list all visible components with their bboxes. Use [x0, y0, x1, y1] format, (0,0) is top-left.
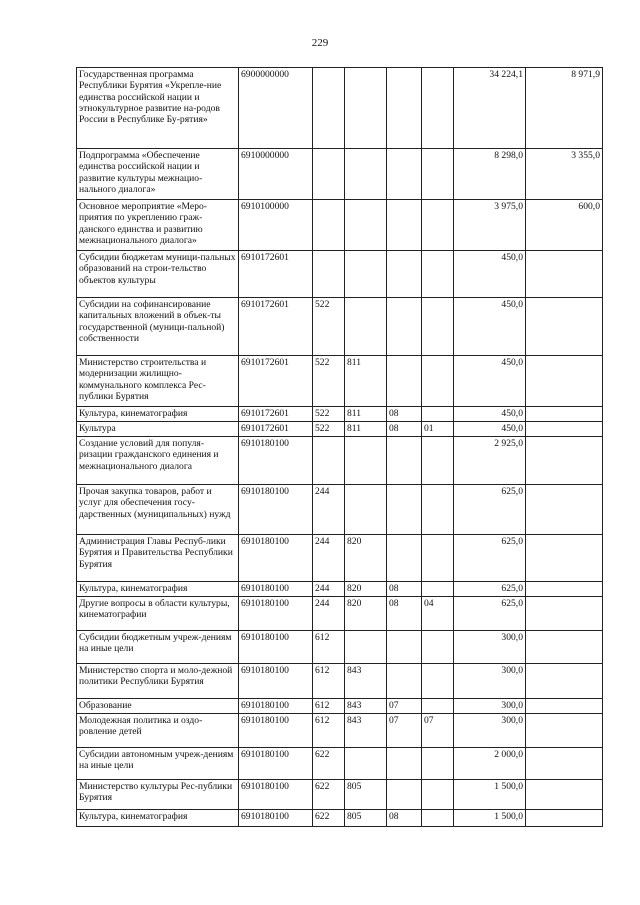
subsection-code: [422, 485, 454, 535]
target-code: 6910180100: [239, 699, 313, 714]
table-row: [77, 298, 603, 356]
target-code: 6910180100: [239, 748, 313, 780]
amount-first: 300,0: [454, 664, 526, 699]
table-row: [77, 631, 603, 664]
row-name: Министерство строительства и модернизации жилищно-коммунального комплекса Рес-публики Бурятия: [77, 356, 239, 407]
table-row: [77, 714, 603, 748]
ministry-code: 811: [345, 422, 387, 437]
amount-first: 450,0: [454, 251, 526, 298]
amount-second: [526, 485, 603, 535]
ministry-code: 811: [345, 356, 387, 407]
amount-first: 625,0: [454, 597, 526, 631]
target-code: 6910172601: [239, 407, 313, 422]
ministry-code: [345, 437, 387, 485]
amount-second: [526, 356, 603, 407]
ministry-code: [345, 631, 387, 664]
expense-type-code: 522: [313, 298, 345, 356]
amount-second: [526, 810, 603, 827]
table-row: [77, 597, 603, 631]
amount-first: 1 500,0: [454, 780, 526, 810]
expense-type-code: [313, 200, 345, 251]
expense-type-code: 244: [313, 597, 345, 631]
target-code: 6910180100: [239, 535, 313, 582]
row-name: Субсидии на софинансирование капитальных вложений в объек-ты государственной (муници-пальной) собственности: [77, 298, 239, 356]
amount-first: 625,0: [454, 535, 526, 582]
expense-type-code: 612: [313, 664, 345, 699]
table-row: [77, 356, 603, 407]
ministry-code: [345, 485, 387, 535]
expense-type-code: [313, 149, 345, 200]
subsection-code: [422, 298, 454, 356]
subsection-code: [422, 631, 454, 664]
expense-type-code: 522: [313, 407, 345, 422]
expense-type-code: 612: [313, 631, 345, 664]
amount-second: [526, 407, 603, 422]
ministry-code: 820: [345, 597, 387, 631]
page-number: 229: [311, 37, 329, 49]
row-name: Создание условий для популя-ризации гражданского единения и межнационального диалога: [77, 437, 239, 485]
section-code: [387, 664, 422, 699]
subsection-code: [422, 200, 454, 251]
subsection-code: [422, 437, 454, 485]
amount-second: [526, 780, 603, 810]
section-code: [387, 251, 422, 298]
amount-first: 625,0: [454, 485, 526, 535]
expense-type-code: [313, 437, 345, 485]
amount-second: 600,0: [526, 200, 603, 251]
section-code: [387, 68, 422, 149]
row-name: Субсидии бюджетным учреж-дениям на иные цели: [77, 631, 239, 664]
expense-type-code: 522: [313, 422, 345, 437]
table-row: [77, 582, 603, 597]
row-name: Культура, кинематография: [77, 810, 239, 827]
amount-second: [526, 631, 603, 664]
target-code: 6900000000: [239, 68, 313, 149]
target-code: 6910180100: [239, 582, 313, 597]
section-code: [387, 356, 422, 407]
amount-first: 300,0: [454, 699, 526, 714]
section-code: 08: [387, 407, 422, 422]
subsection-code: 07: [422, 714, 454, 748]
target-code: 6910180100: [239, 437, 313, 485]
amount-first: 300,0: [454, 714, 526, 748]
row-name: Субсидии бюджетам муници-пальных образований на строи-тельство объектов культуры: [77, 251, 239, 298]
section-code: [387, 149, 422, 200]
target-code: 6910180100: [239, 810, 313, 827]
subsection-code: 01: [422, 422, 454, 437]
subsection-code: [422, 699, 454, 714]
table-row: [77, 200, 603, 251]
ministry-code: 820: [345, 582, 387, 597]
row-name: Культура, кинематография: [77, 582, 239, 597]
table-row: [77, 68, 603, 149]
section-code: [387, 631, 422, 664]
row-name: Министерство спорта и моло-дежной политики Республики Бурятия: [77, 664, 239, 699]
ministry-code: [345, 149, 387, 200]
section-code: [387, 748, 422, 780]
expense-type-code: 612: [313, 714, 345, 748]
target-code: 6910180100: [239, 485, 313, 535]
amount-second: [526, 664, 603, 699]
expense-type-code: 244: [313, 582, 345, 597]
target-code: 6910100000: [239, 200, 313, 251]
amount-first: 34 224,1: [454, 68, 526, 149]
subsection-code: [422, 748, 454, 780]
expense-type-code: 522: [313, 356, 345, 407]
subsection-code: 04: [422, 597, 454, 631]
row-name: Основное мероприятие «Меро-приятия по укреплению граж-данского единства и развитию межнационального диалога»: [77, 200, 239, 251]
subsection-code: [422, 68, 454, 149]
row-name: Молодежная политика и оздо-ровление детей: [77, 714, 239, 748]
ministry-code: [345, 251, 387, 298]
subsection-code: [422, 251, 454, 298]
section-code: [387, 298, 422, 356]
amount-second: [526, 582, 603, 597]
table-row: [77, 535, 603, 582]
amount-first: 2 925,0: [454, 437, 526, 485]
amount-first: 3 975,0: [454, 200, 526, 251]
amount-second: [526, 597, 603, 631]
target-code: 6910172601: [239, 422, 313, 437]
row-name: Образование: [77, 699, 239, 714]
section-code: 07: [387, 699, 422, 714]
ministry-code: [345, 298, 387, 356]
target-code: 6910180100: [239, 597, 313, 631]
amount-first: 450,0: [454, 298, 526, 356]
amount-second: [526, 535, 603, 582]
ministry-code: 805: [345, 780, 387, 810]
subsection-code: [422, 780, 454, 810]
amount-first: 300,0: [454, 631, 526, 664]
target-code: 6910180100: [239, 631, 313, 664]
table-row: [77, 149, 603, 200]
amount-second: 8 971,9: [526, 68, 603, 149]
subsection-code: [422, 582, 454, 597]
table-row: [77, 664, 603, 699]
table-row: [77, 437, 603, 485]
row-name: Прочая закупка товаров, работ и услуг для обеспечения госу-дарственных (муниципальных) нужд: [77, 485, 239, 535]
table-row: [77, 407, 603, 422]
ministry-code: 820: [345, 535, 387, 582]
ministry-code: [345, 200, 387, 251]
expense-type-code: 622: [313, 810, 345, 827]
section-code: [387, 535, 422, 582]
expense-type-code: 244: [313, 485, 345, 535]
expense-type-code: 622: [313, 748, 345, 780]
amount-second: [526, 422, 603, 437]
amount-first: 2 000,0: [454, 748, 526, 780]
ministry-code: [345, 68, 387, 149]
ministry-code: 843: [345, 699, 387, 714]
section-code: [387, 437, 422, 485]
subsection-code: [422, 664, 454, 699]
section-code: 08: [387, 597, 422, 631]
section-code: 07: [387, 714, 422, 748]
ministry-code: [345, 748, 387, 780]
table-row: [77, 748, 603, 780]
target-code: 6910000000: [239, 149, 313, 200]
row-name: Министерство культуры Рес-публики Бурятия: [77, 780, 239, 810]
section-code: [387, 485, 422, 535]
ministry-code: 843: [345, 714, 387, 748]
row-name: Другие вопросы в области культуры, кинематографии: [77, 597, 239, 631]
target-code: 6910172601: [239, 251, 313, 298]
expense-type-code: 622: [313, 780, 345, 810]
amount-second: [526, 437, 603, 485]
ministry-code: 805: [345, 810, 387, 827]
expense-type-code: 244: [313, 535, 345, 582]
amount-second: [526, 748, 603, 780]
section-code: [387, 780, 422, 810]
row-name: Субсидии автономным учреж-дениям на иные цели: [77, 748, 239, 780]
table-row: [77, 699, 603, 714]
section-code: 08: [387, 422, 422, 437]
section-code: [387, 200, 422, 251]
table-row: [77, 780, 603, 810]
amount-second: [526, 714, 603, 748]
expense-type-code: 612: [313, 699, 345, 714]
expense-type-code: [313, 68, 345, 149]
subsection-code: [422, 535, 454, 582]
target-code: 6910172601: [239, 298, 313, 356]
target-code: 6910180100: [239, 664, 313, 699]
ministry-code: 843: [345, 664, 387, 699]
amount-first: 1 500,0: [454, 810, 526, 827]
section-code: 08: [387, 582, 422, 597]
row-name: Администрация Главы Респуб-лики Бурятия и Правительства Республики Бурятия: [77, 535, 239, 582]
subsection-code: [422, 149, 454, 200]
row-name: Государственная программа Республики Бурятия «Укрепле-ние единства российской нации и этнокультурное развитие на-родов России в Республике Бу-рятия»: [77, 68, 239, 149]
row-name: Подпрограмма «Обеспечение единства российской нации и развитие культуры межнацио-нального диалога»: [77, 149, 239, 200]
amount-first: 450,0: [454, 356, 526, 407]
table-row: [77, 485, 603, 535]
table-row: [77, 422, 603, 437]
subsection-code: [422, 356, 454, 407]
row-name: Культура: [77, 422, 239, 437]
table-row: [77, 810, 603, 827]
budget-table: [76, 67, 603, 827]
row-name: Культура, кинематография: [77, 407, 239, 422]
amount-first: 450,0: [454, 407, 526, 422]
amount-second: [526, 251, 603, 298]
target-code: 6910180100: [239, 780, 313, 810]
amount-second: [526, 699, 603, 714]
expense-type-code: [313, 251, 345, 298]
amount-first: 8 298,0: [454, 149, 526, 200]
table-row: [77, 251, 603, 298]
amount-second: 3 355,0: [526, 149, 603, 200]
subsection-code: [422, 810, 454, 827]
ministry-code: 811: [345, 407, 387, 422]
amount-first: 625,0: [454, 582, 526, 597]
target-code: 6910172601: [239, 356, 313, 407]
amount-first: 450,0: [454, 422, 526, 437]
target-code: 6910180100: [239, 714, 313, 748]
section-code: 08: [387, 810, 422, 827]
amount-second: [526, 298, 603, 356]
subsection-code: [422, 407, 454, 422]
